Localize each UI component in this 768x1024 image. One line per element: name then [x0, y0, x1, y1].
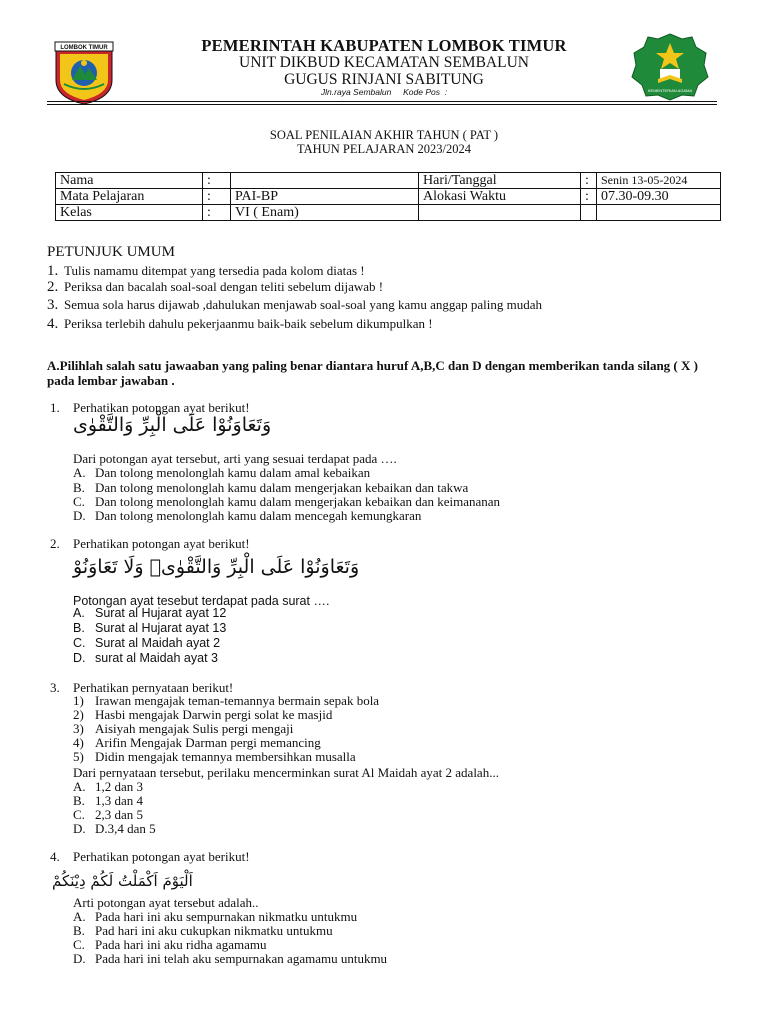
info-colon: :: [203, 205, 231, 221]
info-row: [56, 205, 721, 221]
instruction-text: Tulis namamu ditempat yang tersedia pada kolom diatas !: [64, 263, 365, 278]
option-letter: C.: [73, 807, 85, 822]
info-colon: :: [203, 189, 231, 205]
question-prompt: Perhatikan potongan ayat berikut!: [73, 536, 250, 551]
instruction-number: 3.: [47, 297, 59, 313]
government-title: PEMERINTAH KABUPATEN LOMBOK TIMUR: [201, 36, 567, 55]
info-colon: :: [203, 173, 231, 189]
question-prompt: Perhatikan pernyataan berikut!: [73, 680, 234, 695]
option-letter: D.: [73, 951, 86, 966]
option-letter: B.: [73, 621, 85, 635]
gugus-title: GUGUS RINJANI SABITUNG: [284, 71, 484, 88]
instruction-text: Periksa terlebih dahulu pekerjaanmu baik-baik sebelum dikumpulkan !: [64, 316, 433, 331]
info-label: Nama: [56, 173, 203, 189]
logo-right-label: KEMENTERIAN AGAMA: [647, 88, 693, 93]
date-value: Senin 13-05-2024: [597, 173, 721, 189]
unit-title: UNIT DIKBUD KECAMATAN SEMBALUN: [239, 54, 529, 71]
logo-left-label: LOMBOK TIMUR: [60, 45, 108, 51]
info-table: [55, 172, 721, 221]
answer-option[interactable]: [73, 508, 421, 523]
answer-option[interactable]: [73, 651, 218, 666]
answer-option[interactable]: [73, 606, 226, 621]
option-letter: C.: [73, 636, 86, 650]
info-colon: :: [581, 189, 597, 205]
question-prompt: Perhatikan potongan ayat berikut!: [73, 849, 250, 864]
statement-number: 1): [73, 693, 84, 708]
answer-option[interactable]: [73, 621, 226, 636]
option-letter: C.: [73, 937, 85, 952]
statement-number: 5): [73, 749, 84, 764]
option-letter: B.: [73, 480, 85, 495]
info-colon: :: [581, 173, 597, 189]
statement-text: Irawan mengajak teman-temannya bermain sepak bola: [95, 693, 380, 708]
statement-item: [73, 694, 379, 708]
question-number: 4.: [50, 849, 60, 864]
info-row: [56, 173, 721, 189]
option-letter: B.: [73, 793, 85, 808]
question-number: 3.: [50, 680, 60, 695]
option-letter: A.: [73, 779, 86, 794]
option-letter: D.: [73, 651, 86, 665]
section-a-instruction: A.Pilihlah salah satu jawaaban yang paling benar diantara huruf A,B,C dan D dengan memberikan tanda silang ( X ) pada lembar jawaban .: [47, 358, 698, 388]
info-label: Alokasi Waktu: [419, 189, 581, 205]
instruction-text: Periksa dan bacalah soal-soal dengan teliti sebelum dijawab !: [64, 279, 384, 294]
info-label: Kelas: [56, 205, 203, 221]
answer-option[interactable]: [73, 821, 156, 836]
option-text: Dan tolong menolonglah kamu dalam mengerjakan kebaikan dan takwa: [95, 480, 469, 495]
address-line: Jln.raya Sembalun Kode Pos :: [320, 87, 448, 97]
question-stem: Dari potongan ayat tersebut, arti yang sesuai terdapat pada ….: [73, 451, 397, 466]
statement-number: 2): [73, 707, 84, 722]
statement-item: [73, 722, 293, 736]
statement-item: [73, 708, 332, 722]
option-letter: D.: [73, 508, 86, 523]
arabic-verse: وَتَعَاوَنُوْا عَلَى الْبِرِّ وَالتَّقْوٰىۖ وَلَا تَعَاوَنُوْ: [73, 556, 360, 578]
option-letter: A.: [73, 465, 86, 480]
option-text: Dan tolong menolonglah kamu dalam mengerjakan kebaikan dan keimananan: [95, 494, 501, 509]
instruction-number: 1.: [47, 263, 59, 279]
instructions-title: PETUNJUK UMUM: [47, 244, 175, 260]
header-rule: [47, 101, 717, 102]
question-prompt: Perhatikan potongan ayat berikut!: [73, 400, 250, 415]
question-stem: Potongan ayat tesebut terdapat pada surat ….: [73, 594, 330, 608]
statement-number: 3): [73, 721, 84, 736]
academic-year: TAHUN PELAJARAN 2023/2024: [297, 142, 471, 156]
answer-option[interactable]: [73, 951, 387, 966]
option-letter: A.: [73, 606, 85, 620]
option-letter: B.: [73, 923, 85, 938]
option-text: Pada hari ini telah aku sempurnakan agamamu untukmu: [95, 951, 388, 966]
exam-title: SOAL PENILAIAN AKHIR TAHUN ( PAT ): [269, 128, 499, 142]
instruction-item: [47, 279, 383, 296]
answer-option[interactable]: [73, 937, 266, 952]
answer-option[interactable]: [73, 779, 143, 794]
question-stem: Arti potongan ayat tersebut adalah..: [73, 895, 259, 910]
option-text: Pad hari ini aku cukupkan nikmatku untukmu: [95, 923, 333, 938]
instruction-text: Semua sola harus dijawab ,dahulukan menjawab soal-soal yang kamu anggap paling mudah: [64, 297, 542, 312]
option-letter: A.: [73, 909, 86, 924]
question-number: 1.: [50, 400, 60, 415]
instruction-item: [47, 316, 433, 333]
info-label: [419, 205, 581, 221]
option-text: 1,2 dan 3: [95, 779, 144, 794]
statement-item: [73, 750, 356, 764]
answer-option[interactable]: [73, 494, 500, 509]
option-text: 1,3 dan 4: [95, 793, 144, 808]
instruction-number: 4.: [47, 316, 59, 332]
instruction-number: 2.: [47, 279, 59, 295]
option-text: surat al Maidah ayat 3: [95, 651, 218, 665]
option-text: Dan tolong menolonglah kamu dalam mencegah kemungkaran: [95, 508, 422, 523]
answer-option[interactable]: [73, 465, 370, 480]
answer-option[interactable]: [73, 923, 333, 938]
option-text: D.3,4 dan 5: [95, 821, 156, 836]
option-letter: D.: [73, 821, 86, 836]
option-text: Surat al Hujarat ayat 13: [95, 621, 227, 635]
info-row: [56, 189, 721, 205]
option-text: Surat al Maidah ayat 2: [95, 636, 221, 650]
name-field[interactable]: [231, 173, 419, 189]
arabic-verse: وَتَعَاوَنُوْا عَلَى الْبِرِّ وَالتَّقْوٰى: [73, 414, 272, 436]
answer-option[interactable]: [73, 480, 468, 495]
subject-value: PAI-BP: [231, 189, 419, 205]
statement-item: [73, 736, 321, 750]
statement-number: 4): [73, 735, 84, 750]
statement-text: Didin mengajak temannya membersihkan musalla: [95, 749, 356, 764]
instruction-item: [47, 297, 542, 314]
option-text: Pada hari ini aku ridha agamamu: [95, 937, 267, 952]
statement-text: Arifin Mengajak Darman pergi memancing: [95, 735, 321, 750]
class-value: VI ( Enam): [231, 205, 419, 221]
answer-option[interactable]: [73, 636, 220, 651]
option-text: Pada hari ini aku sempurnakan nikmatku untukmu: [95, 909, 358, 924]
option-text: Dan tolong menolonglah kamu dalam amal kebaikan: [95, 465, 371, 480]
time-value: 07.30-09.30: [597, 189, 721, 205]
answer-option[interactable]: [73, 909, 357, 924]
statement-text: Aisiyah mengajak Sulis pergi mengaji: [95, 721, 294, 736]
statement-text: Hasbi mengajak Darwin pergi solat ke masjid: [95, 707, 333, 722]
info-label: Mata Pelajaran: [56, 189, 203, 205]
info-colon: [581, 205, 597, 221]
question-number: 2.: [50, 536, 60, 551]
option-text: Surat al Hujarat ayat 12: [95, 606, 227, 620]
info-cell: [597, 205, 721, 221]
answer-option[interactable]: [73, 807, 143, 822]
option-letter: C.: [73, 494, 85, 509]
option-text: 2,3 dan 5: [95, 807, 144, 822]
question-stem: Dari pernyataan tersebut, perilaku mencerminkan surat Al Maidah ayat 2 adalah...: [73, 765, 499, 780]
instruction-item: [47, 263, 365, 280]
answer-option[interactable]: [73, 793, 143, 808]
arabic-verse: اَلْيَوْمَ اَكْمَلْتُ لَكُمْ دِيْنَكُمْ: [52, 872, 193, 890]
info-label: Hari/Tanggal: [419, 173, 581, 189]
header-rule: [47, 104, 717, 105]
